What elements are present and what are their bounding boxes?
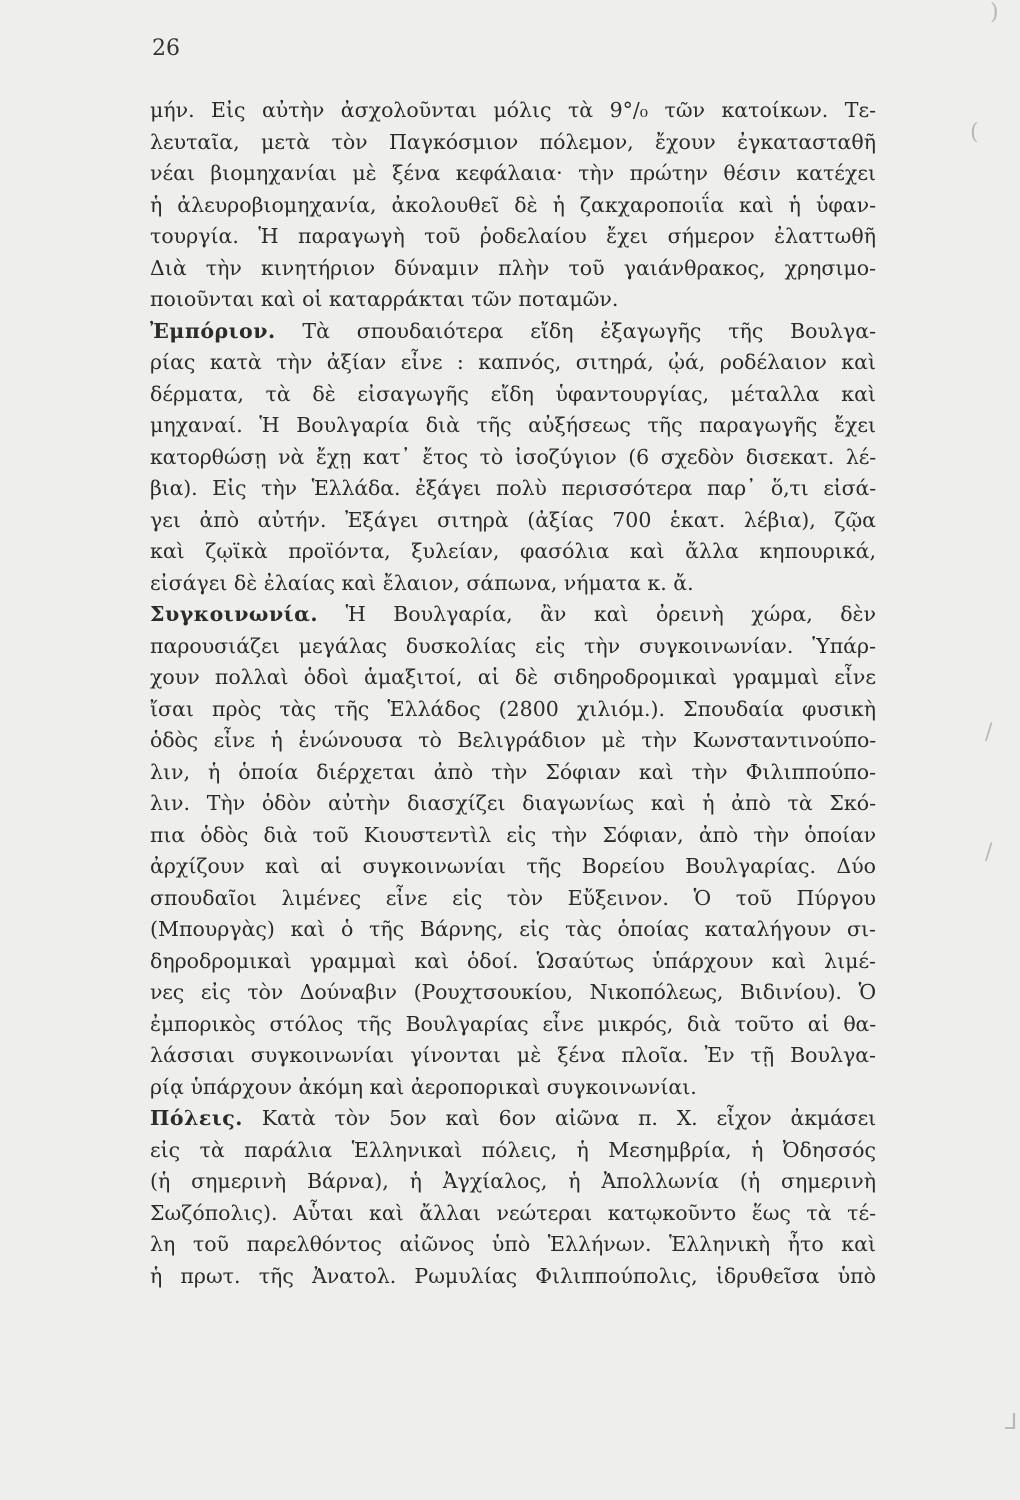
text-line: ὁδὸς εἶνε ἡ ἑνώνουσα τὸ Βελιγράδιον μὲ τὴν Κωνσταντινούπο-	[150, 728, 876, 752]
text-line: λιν, ἡ ὁποία διέρχεται ἀπὸ τὴν Σόφιαν καὶ τὴν Φιλιππούπο-	[150, 759, 876, 784]
text-line: Σωζόπολις). Αὗται καὶ ἄλλαι νεώτεραι κατῳκοῦντο ἕως τὰ τέ-	[150, 1200, 876, 1225]
text-line: ρίας κατὰ τὴν ἀξίαν εἶνε : καπνός, σιτηρά, ᾠά, ροδέλαιον καὶ	[150, 350, 876, 374]
bleed-through-mark: /	[985, 840, 993, 865]
text-line: δηροδρομικαὶ γραμμαὶ καὶ ὁδοί. Ὡσαύτως ὑπάρχουν καὶ λιμέ-	[150, 948, 876, 973]
text-line: λιν. Τὴν ὁδὸν αὐτὴν διασχίζει διαγωνίως καὶ ἡ ἀπὸ τὰ Σκό-	[150, 791, 876, 815]
section-heading-poleis: Πόλεις.	[150, 1106, 243, 1130]
text-line: χουν πολλαὶ ὁδοὶ ἁμαξιτοί, αἱ δὲ σιδηροδρομικαὶ γραμμαὶ εἶνε	[150, 665, 876, 689]
text-line: ἴσαι πρὸς τὰς τῆς Ἑλλάδος (2800 χιλιόμ.). Σπουδαία φυσικὴ	[150, 696, 876, 721]
text-line: (Μπουργὰς) καὶ ὁ τῆς Βάρνης, εἰς τὰς ὁποίας καταλήγουν σι-	[150, 917, 876, 941]
text-line: τουργία. Ἡ παραγωγὴ τοῦ ῥοδελαίου ἔχει σήμερον ἐλαττωθῆ	[150, 224, 876, 248]
text-line: δέρματα, τὰ δὲ εἰσαγωγῆς εἴδη ὑφαντουργίας, μέταλλα καὶ	[150, 381, 876, 406]
section-heading-synkoinonia: Συγκοινωνία.	[150, 602, 319, 626]
text-line: (ἡ σημερινὴ Βάρνα), ἡ Ἀγχίαλος, ἡ Ἀπολλωνία (ἡ σημερινὴ	[150, 1169, 876, 1193]
text-line: μηχαναί. Ἡ Βουλγαρία διὰ τῆς αὐξήσεως τῆς παραγωγῆς ἔχει	[150, 413, 876, 437]
text-line: νες εἰς τὸν Δούναβιν (Ρουχτσουκίου, Νικοπόλεως, Βιδινίου). Ὁ	[150, 980, 876, 1004]
bleed-through-mark: /	[985, 720, 993, 745]
text-line: πια ὁδὸς διὰ τοῦ Κιουστεντὶλ εἰς τὴν Σόφιαν, ἀπὸ τὴν ὁποίαν	[150, 822, 876, 847]
bleed-through-mark: )	[990, 0, 999, 25]
section-heading-emporion: Ἐμπόριον.	[150, 318, 276, 343]
page-number: 26	[152, 36, 180, 61]
text-line: ἡ πρωτ. τῆς Ἀνατολ. Ρωμυλίας Φιλιππούπολις, ἱδρυθεῖσα ὑπὸ	[150, 1263, 876, 1288]
text-line: νέαι βιομηχανίαι μὲ ξένα κεφάλαια· τὴν πρώτην θέσιν κατέχει	[150, 161, 876, 185]
text-line: λάσσιαι συγκοινωνίαι γίνονται μὲ ξένα πλοῖα. Ἐν τῇ Βουλγα-	[150, 1043, 876, 1067]
paragraph-emporion-first-line: Ἐμπόριον. Τὰ σπουδαιότερα εἴδη ἐξαγωγῆς τῆς Βουλγα-	[150, 318, 876, 343]
text-line: ἡ ἀλευροβιομηχανία, ἀκολουθεῖ δὲ ἡ ζακχαροποιΐα καὶ ἡ ὑφαν-	[150, 192, 876, 217]
text-line: ἀρχίζουν καὶ αἱ συγκοινωνίαι τῆς Βορείου Βουλγαρίας. Δύο	[150, 854, 876, 878]
text-line: ρίᾳ ὑπάρχουν ἀκόμη καὶ ἀεροπορικαὶ συγκοινωνίαι.	[150, 1074, 697, 1099]
text-line: σπουδαῖοι λιμένες εἶνε εἰς τὸν Εὔξεινον. Ὁ τοῦ Πύργου	[150, 885, 876, 910]
paragraph-poleis-first-line: Πόλεις. Κατὰ τὸν 5ον καὶ 6ον αἰῶνα π. Χ. εἶχον ἀκμάσει	[150, 1106, 876, 1130]
bleed-through-mark: (	[970, 120, 979, 145]
bleed-through-mark: ⅃	[1005, 1410, 1018, 1435]
text-line: εἰσάγει δὲ ἐλαίας καὶ ἔλαιον, σάπωνα, νήματα κ. ἄ.	[150, 570, 694, 595]
body-text	[150, 95, 876, 1292]
text-line: καὶ ζῳϊκὰ προϊόντα, ξυλείαν, φασόλια καὶ ἄλλα κηπουρικά,	[150, 539, 876, 563]
paragraph-synkoinonia-first-line: Συγκοινωνία. Ἡ Βουλγαρία, ἂν καὶ ὀρεινὴ χώρα, δὲν	[150, 602, 876, 626]
text-line: μήν. Εἰς αὐτὴν ἀσχολοῦνται μόλις τὰ 9°/₀ τῶν κατοίκων. Τε-	[150, 98, 876, 122]
text-line: εἰς τὰ παράλια Ἑλληνικαὶ πόλεις, ἡ Μεσημβρία, ἡ Ὀδησσός	[150, 1137, 876, 1162]
text-line: λη τοῦ παρελθόντος αἰῶνος ὑπὸ Ἑλλήνων. Ἑλληνικὴ ἦτο καὶ	[150, 1232, 876, 1256]
text-line: παρουσιάζει μεγάλας δυσκολίας εἰς τὴν συγκοινωνίαν. Ὑπάρ-	[150, 633, 876, 658]
text-line: Διὰ τὴν κινητήριον δύναμιν πλὴν τοῦ γαιάνθρακος, χρησιμο-	[150, 255, 876, 280]
text-line: κατορθώσῃ νὰ ἔχῃ κατ᾽ ἔτος τὸ ἰσοζύγιον (6 σχεδὸν δισεκατ. λέ-	[150, 444, 876, 469]
text-line: ἐμπορικὸς στόλος τῆς Βουλγαρίας εἶνε μικρός, διὰ τοῦτο αἱ θα-	[150, 1011, 876, 1036]
text-line: ποιοῦνται καὶ οἱ καταρράκται τῶν ποταμῶν.	[150, 287, 619, 311]
text-line: γει ἀπὸ αὐτήν. Ἐξάγει σιτηρὰ (ἀξίας 700 ἑκατ. λέβια), ζῷα	[150, 507, 876, 532]
text-line: λευταῖα, μετὰ τὸν Παγκόσμιον πόλεμον, ἔχουν ἐγκατασταθῆ	[150, 129, 876, 154]
text-line: βια). Εἰς τὴν Ἑλλάδα. ἐξάγει πολὺ περισσότερα παρ᾽ ὅ,τι εἰσά-	[150, 476, 876, 500]
